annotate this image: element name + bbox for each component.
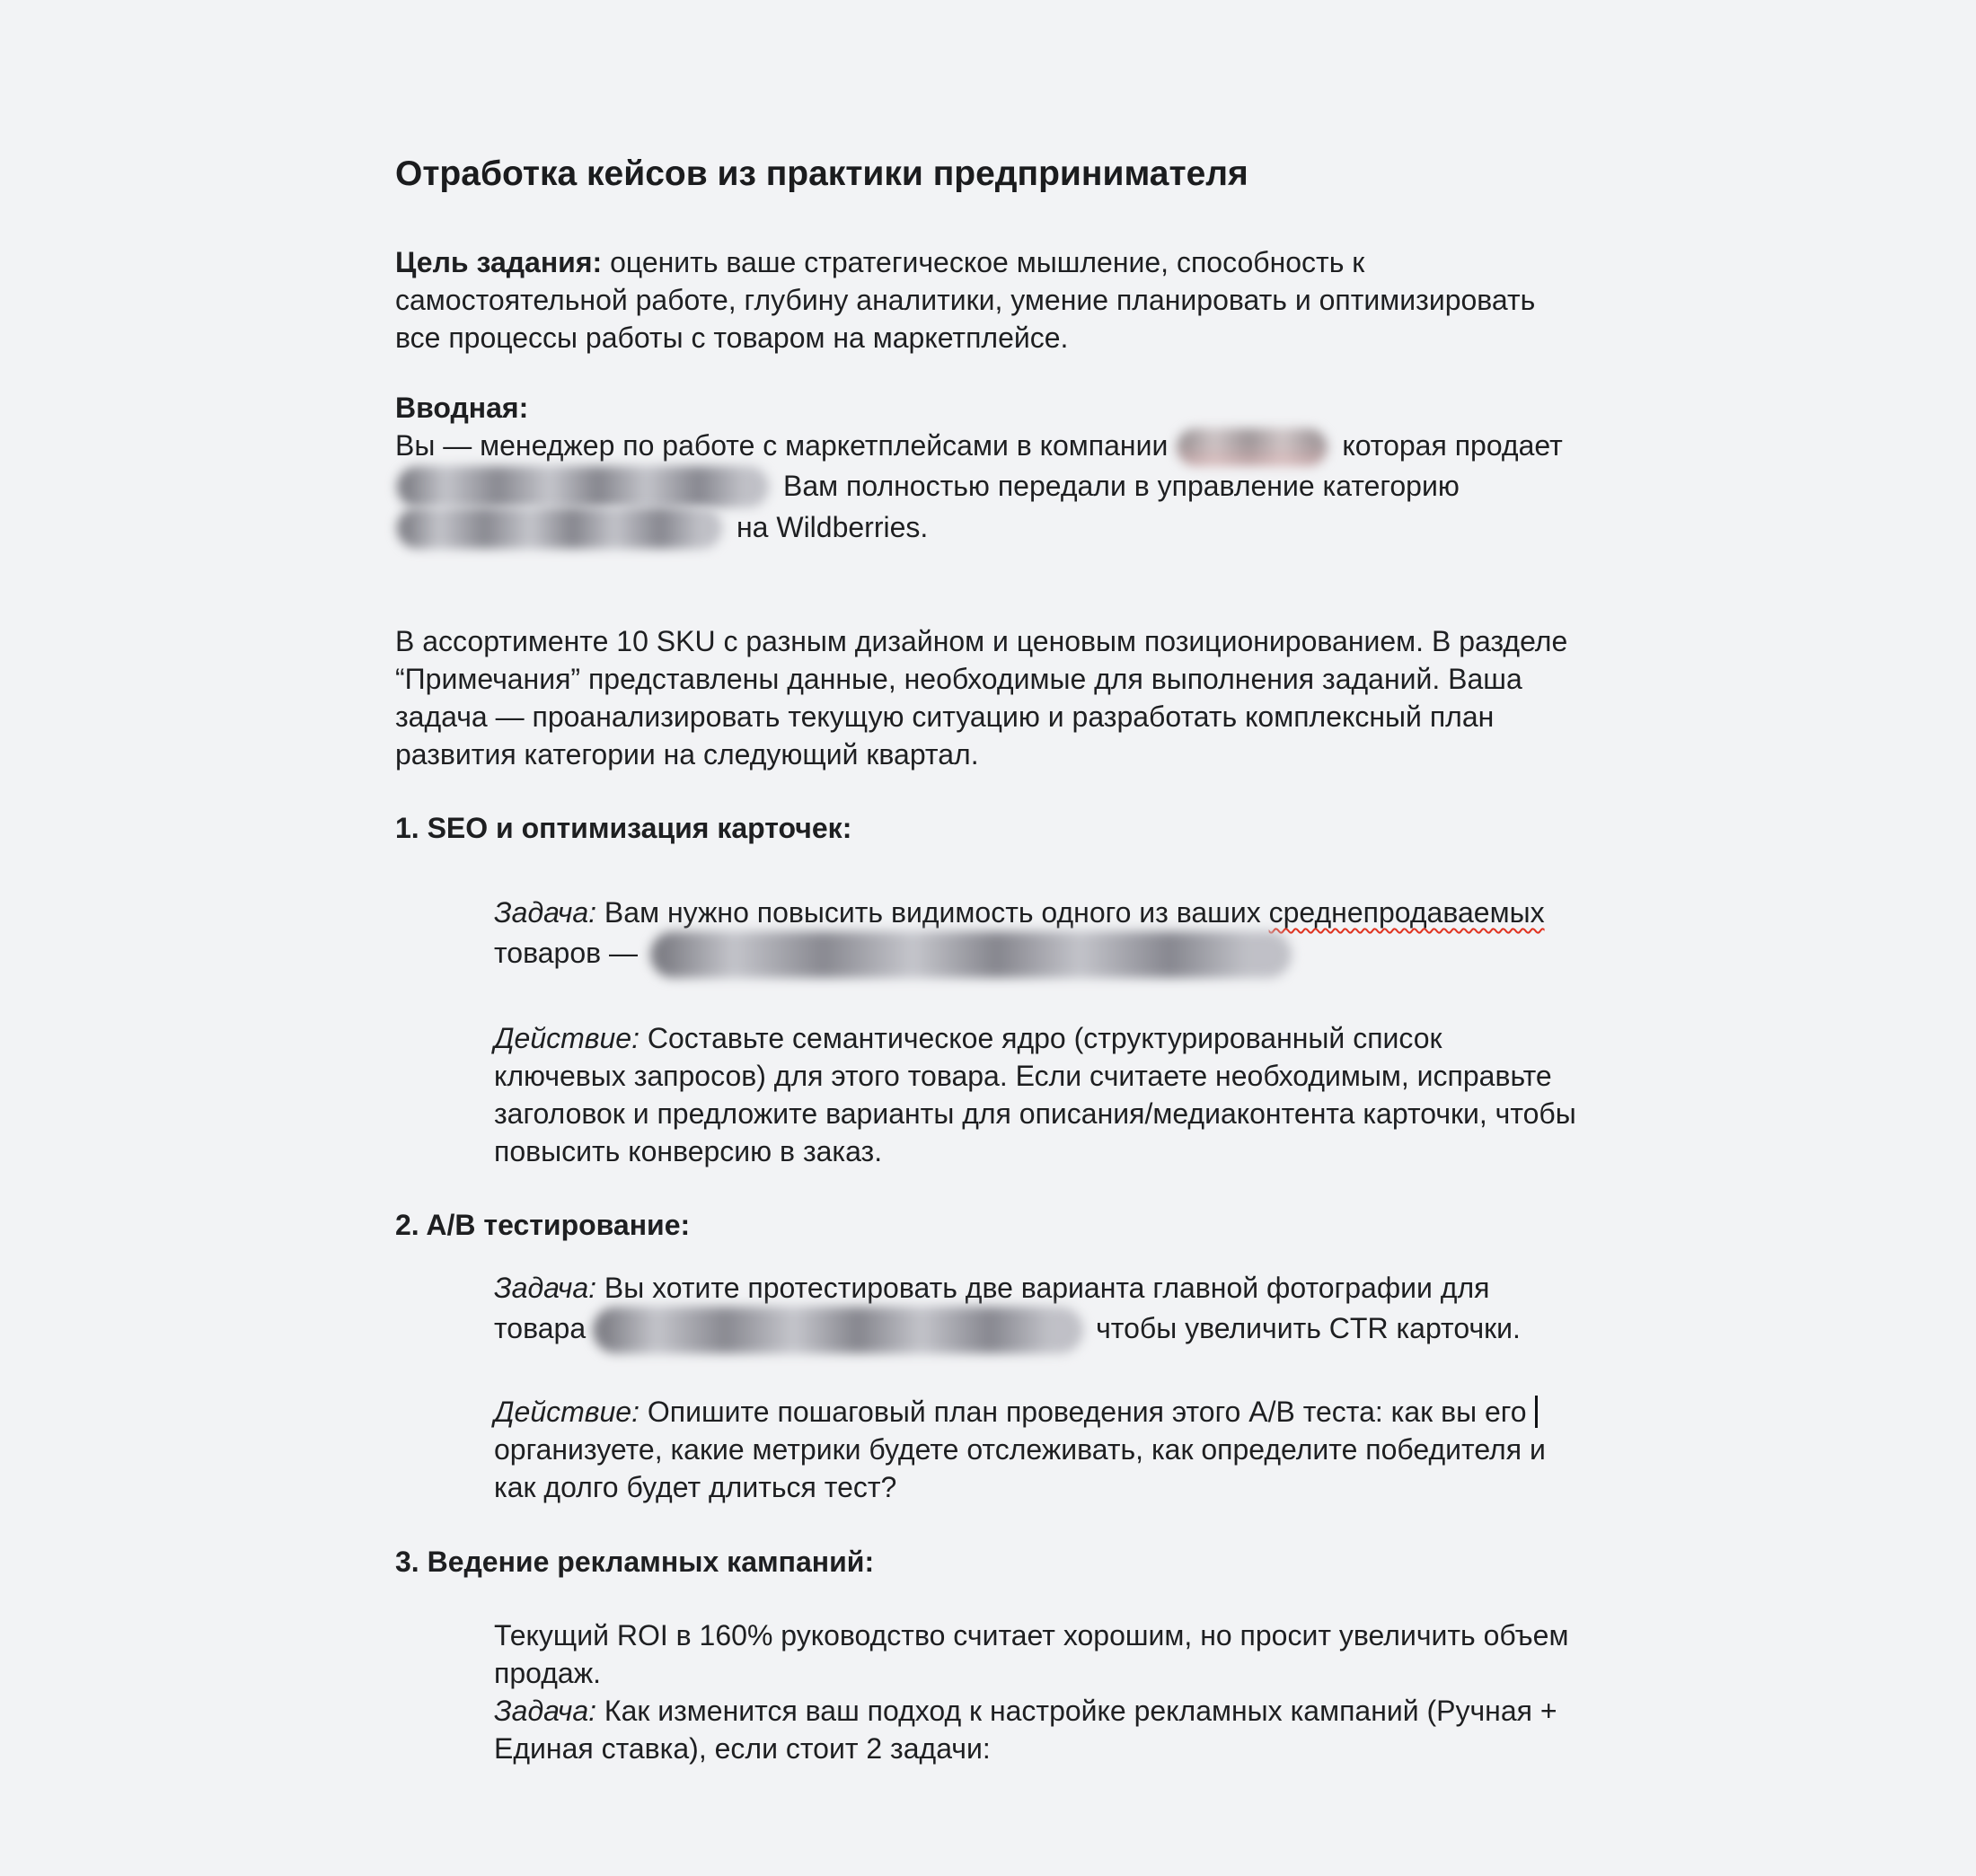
intro-label: Вводная: (395, 392, 529, 424)
section3-task-line1: Как изменится ваш подход к настройке рекламных кампаний (Ручная + (604, 1695, 1557, 1727)
redacted-sku-product-name (650, 931, 1292, 978)
intro-paragraph (395, 389, 1680, 549)
section3-task-line2: Единая ставка), если стоит 2 задачи: (494, 1732, 991, 1765)
goal-label: Цель задания: (395, 246, 603, 278)
assortment-line1: В ассортименте 10 SKU с разным дизайном и ценовым позиционированием. В разделе (395, 625, 1568, 657)
redacted-product-assortment (397, 466, 769, 507)
section2-action-line1: Опишите пошаговый план проведения этого A/B теста: как вы его (647, 1396, 1527, 1428)
intro-line1-text-after: которая продает (1342, 429, 1563, 462)
redacted-company-name (1177, 428, 1328, 466)
goal-text-line1: оценить ваше стратегическое мышление, способность к (610, 246, 1365, 278)
section3-paragraph (494, 1616, 1680, 1767)
section1-action-line3: заголовок и предложите варианты для описания/медиаконтента карточки, чтобы (494, 1097, 1576, 1130)
goal-text-line2: самостоятельной работе, глубину аналитики, умение планировать и оптимизировать (395, 284, 1536, 316)
section2-heading: 2. A/B тестирование: (395, 1209, 691, 1241)
section3-heading: 3. Ведение рекламных кампаний: (395, 1546, 875, 1578)
section2-action-line2: организуете, какие метрики будете отслеживать, как определите победителя и (494, 1433, 1546, 1466)
section2-action-label: Действие: (494, 1396, 640, 1428)
section2-action-paragraph (494, 1393, 1680, 1506)
redacted-category-name (397, 507, 722, 549)
section1-action-label: Действие: (494, 1022, 640, 1054)
section1-heading: 1. SEO и оптимизация карточек: (395, 812, 852, 844)
assortment-line4: развития категории на следующий квартал. (395, 738, 979, 771)
assortment-paragraph (395, 622, 1680, 773)
goal-paragraph (395, 243, 1680, 357)
section2-task-paragraph (494, 1269, 1680, 1353)
section2-task-line2: товара (494, 1312, 587, 1344)
redacted-ab-test-product-name (593, 1307, 1083, 1353)
section1-action-paragraph (494, 1019, 1680, 1170)
section3-line2: продаж. (494, 1657, 601, 1689)
section1-task-paragraph (494, 894, 1680, 978)
document-title: Отработка кейсов из практики предпринимателя (395, 154, 1248, 193)
intro-line1-text: Вы — менеджер по работе с маркетплейсами в компании (395, 429, 1169, 462)
intro-line3-text: на Wildberries. (737, 511, 929, 543)
section1-task-line1: Вам нужно повысить видимость одного из ваших (604, 896, 1261, 929)
section1-task-label: Задача: (494, 896, 597, 929)
section2-action-line3: как долго будет длиться тест? (494, 1471, 897, 1503)
intro-line2-text: Вам полностью передали в управление категорию (783, 470, 1460, 502)
assortment-line2: “Примечания” представлены данные, необходимые для выполнения заданий. Ваша (395, 663, 1522, 695)
section2-task-label: Задача: (494, 1272, 597, 1304)
text-cursor (1535, 1396, 1538, 1428)
section1-task-line2: товаров — (494, 937, 639, 969)
goal-text-line3: все процессы работы с товаром на маркетплейсе. (395, 321, 1069, 354)
section3-task-label: Задача: (494, 1695, 597, 1727)
section1-action-line1: Составьте семантическое ядро (структурированный список (647, 1022, 1442, 1054)
section2-task-line2-after: чтобы увеличить CTR карточки. (1096, 1312, 1521, 1344)
section1-action-line4: повысить конверсию в заказ. (494, 1135, 883, 1167)
section2-task-line1: Вы хотите протестировать две варианта главной фотографии для (604, 1272, 1490, 1304)
document-body[interactable] (395, 153, 1680, 1767)
section1-action-line2: ключевых запросов) для этого товара. Если считаете необходимым, исправьте (494, 1060, 1552, 1092)
spellcheck-underlined-word: среднепродаваемых (1268, 896, 1545, 929)
section3-line1: Текущий ROI в 160% руководство считает хорошим, но просит увеличить объем (494, 1619, 1569, 1651)
assortment-line3: задача — проанализировать текущую ситуацию и разработать комплексный план (395, 700, 1495, 733)
